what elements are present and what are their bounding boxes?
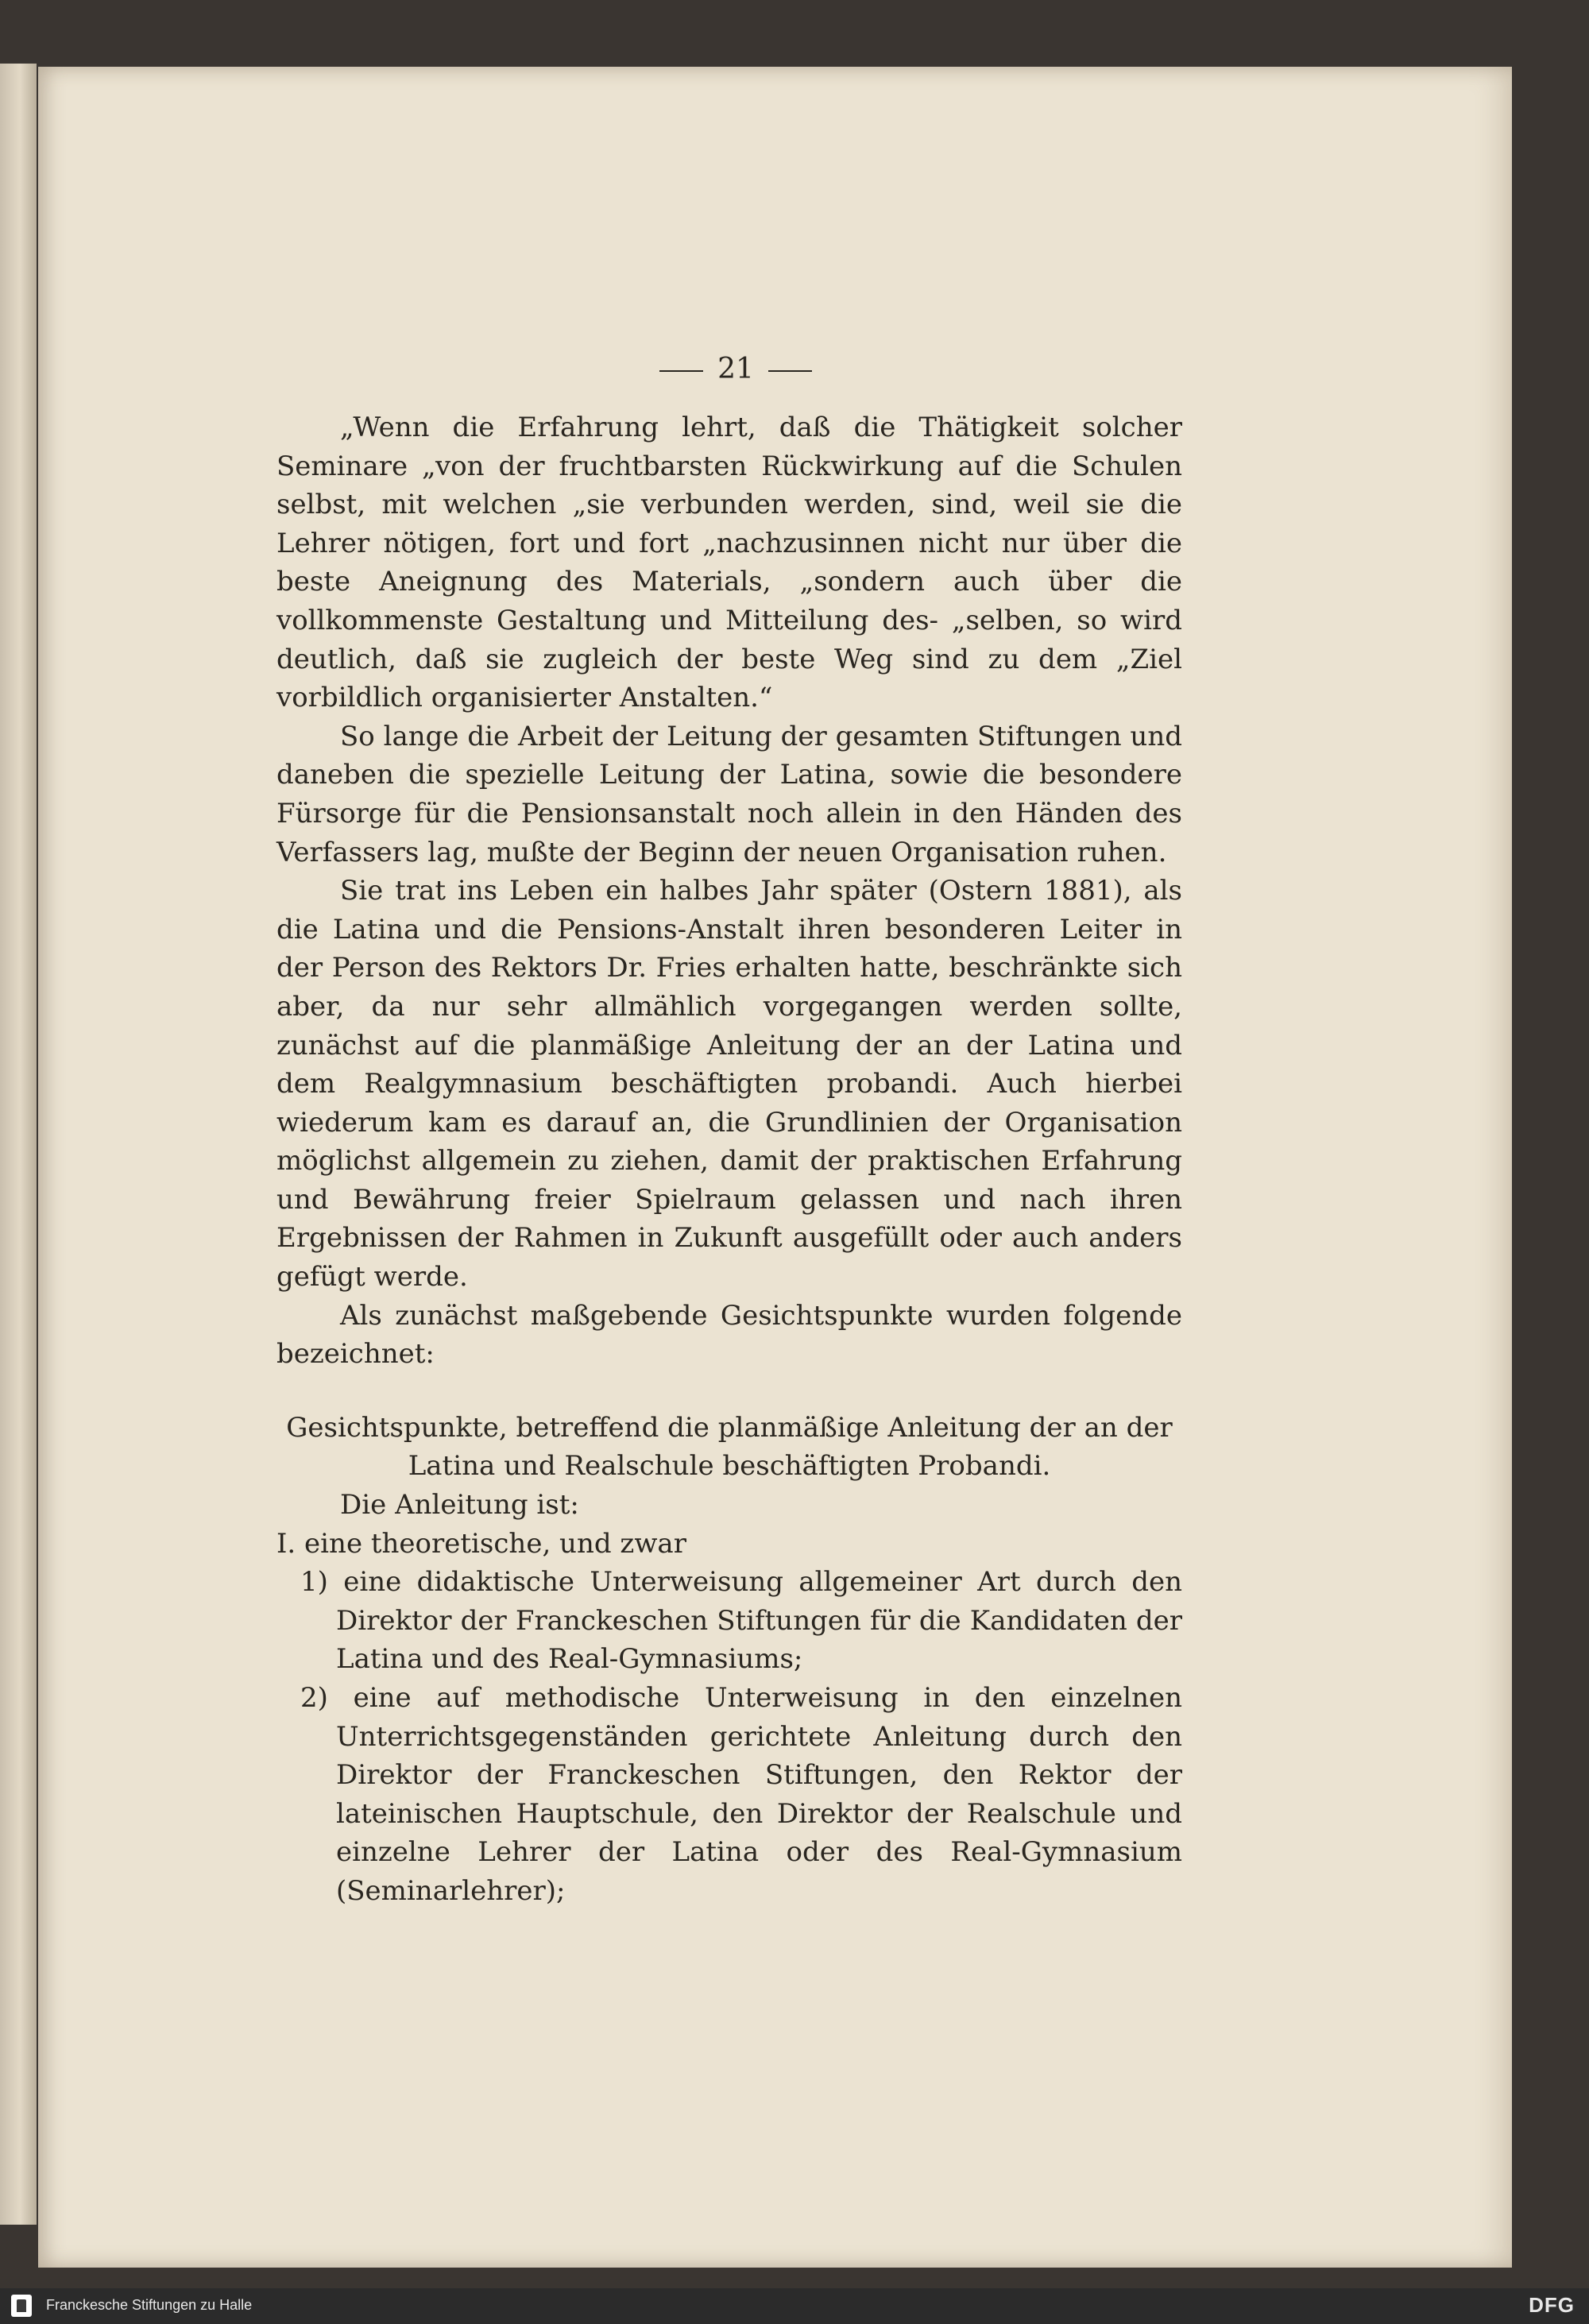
section-heading: Gesichtspunkte, betreffend die planmäßige Anleitung der an der Latina und Realschule beschäftigten Probandi. bbox=[286, 1411, 1173, 1483]
paragraph-leitung: So lange die Arbeit der Leitung der gesamten Stiftungen und daneben die spezielle Leitung der Latina, sowie die besondere Fürsorge für die Pensionsanstalt noch allein in den Händen des Verfassers lag, mußte der Beginn der neuen Organisation ruhen. bbox=[276, 720, 1182, 868]
book-page bbox=[38, 67, 1512, 2268]
dash-left bbox=[659, 370, 703, 372]
institution-logo-icon bbox=[11, 2295, 32, 2317]
paragraph-quote: „Wenn die Erfahrung lehrt, daß die Thätigkeit solcher Seminare „von der fruchtbarsten Rückwirkung auf die Schulen selbst, mit welchen „sie verbunden werden, sind, weil sie die Lehrer nötigen, fort und fort „nachzusinnen nicht nur über die beste Aneignung des Materials, „sondern auch über die vollkommenste Gestaltung und Mitteilung des- „selben, so wird deutlich, daß sie zugleich der beste Weg sind zu dem „Ziel vorbildlich organisierter Anstalten.“ bbox=[276, 412, 1182, 714]
list-item-1: 1) eine didaktische Unterweisung allgemeiner Art durch den Direktor der Franckeschen Stiftungen für die Kandidaten der Latina und des Real-Gymnasiums; bbox=[300, 1566, 1182, 1676]
paragraph-ostern: Sie trat ins Leben ein halbes Jahr später (Ostern 1881), als die Latina und die Pensions-Anstalt ihren besonderen Leiter in der Person des Rektors Dr. Fries erhalten hatte, beschränkte sich aber, da nur sehr allmählich vorgegangen werden sollte, zunächst auf die planmäßige Anleitung der an der Latina und dem Realgymnasium beschäftigten probandi. Auch hierbei wiederum kam es darauf an, die Grundlinien der Organisation möglichst allgemein zu ziehen, damit der praktischen Erfahrung und Bewährung freier Spielraum gelassen und nach ihren Ergebnissen der Rahmen in Zukunft ausgefüllt oder auch anders gefügt werde. bbox=[276, 875, 1182, 1293]
dfg-logo: DFG bbox=[1529, 2293, 1575, 2317]
dash-right bbox=[768, 370, 812, 372]
list-item-i: I. eine theoretische, und zwar bbox=[276, 1527, 686, 1560]
previous-page-edge bbox=[0, 64, 37, 2225]
page-number-text: 21 bbox=[717, 353, 754, 385]
footer-institution: Franckesche Stiftungen zu Halle bbox=[46, 2297, 253, 2313]
intro-line: Die Anleitung ist: bbox=[340, 1489, 579, 1522]
footer-bar bbox=[0, 2288, 1589, 2324]
paragraph-gesichtspunkte: Als zunächst maßgebende Gesichtspunkte wurden folgende bezeichnet: bbox=[276, 1299, 1182, 1371]
page-body bbox=[276, 408, 1182, 1911]
list-item-2: 2) eine auf methodische Unterweisung in den einzelnen Unterrichtsgegenständen gerichtete Anleitung durch den Direktor der Franckeschen Stiftungen, den Rektor der lateinischen Hauptschule, den Direktor der Realschule und einzelne Lehrer der Latina oder des Real-Gymnasium (Seminarlehrer); bbox=[300, 1682, 1182, 1907]
page-number bbox=[632, 353, 839, 385]
